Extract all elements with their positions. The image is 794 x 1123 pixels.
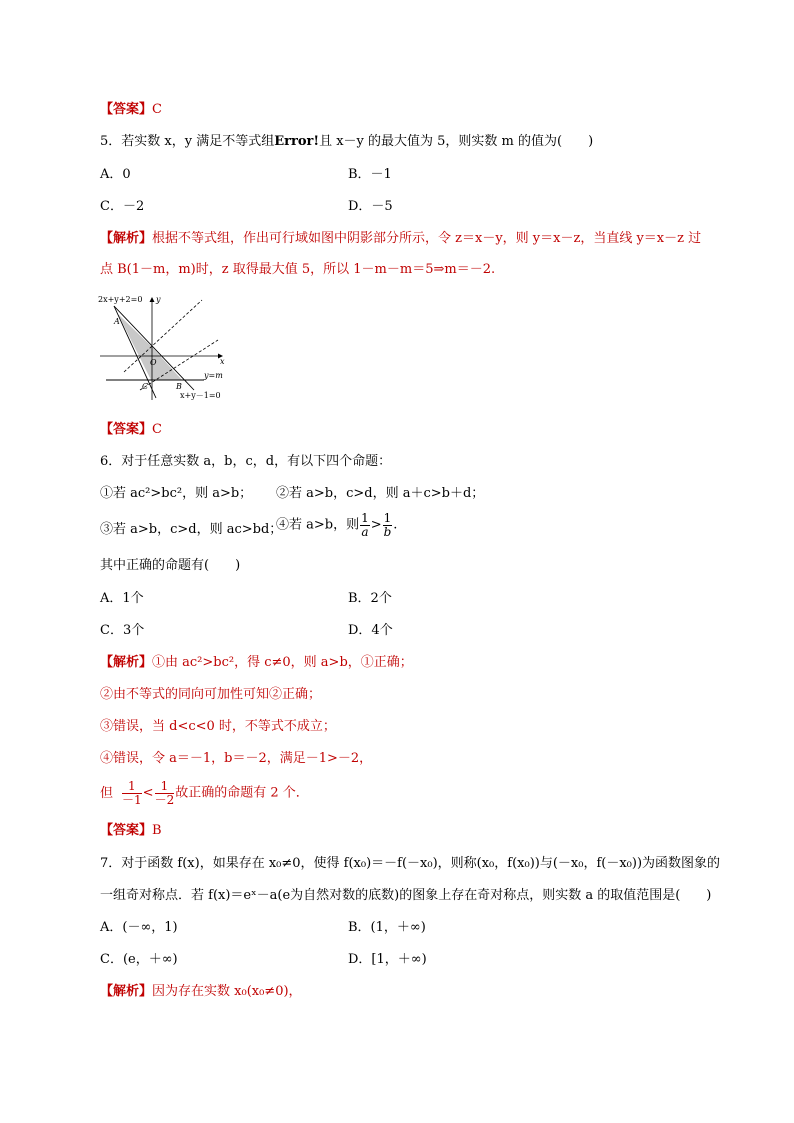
- q7-stem-line1: 7．对于函数 f(x)，如果存在 x₀≠0，使得 f(x₀)＝－f(－x₀)，则称(x₀，f(x₀))与(－x₀，f(－x₀))为函数图象的: [100, 856, 721, 871]
- q6-prop-1: ①若 ac²>bc²，则 a>b；: [100, 486, 253, 501]
- answer-label: 【答案】: [100, 823, 153, 838]
- fraction-1-over-neg2: [155, 780, 175, 807]
- label-y-m: y=m: [204, 371, 223, 380]
- q5-analysis-line1: [100, 230, 701, 248]
- frac-numerator: 1: [155, 780, 175, 794]
- q5-option-b: B．－1: [348, 167, 392, 182]
- q6-analysis-line4: ④错误，令 a＝－1，b＝－2，满足－1>－2，: [100, 751, 373, 766]
- q7-stem-line2: 一组奇对称点．若 f(x)＝eˣ－a(e为自然对数的底数)的图象上存在奇对称点，则实数 a 的取值范围是( ): [100, 888, 712, 903]
- analysis-label: 【解析】: [100, 984, 153, 999]
- q6-answer-value: B: [152, 823, 162, 838]
- label-y: y: [156, 295, 161, 304]
- label-top: 2x+y+2=0: [98, 295, 143, 304]
- q7-option-b: B．(1，＋∞): [348, 920, 426, 935]
- q6-prop4-text: ④若 a>b，则: [276, 517, 360, 533]
- q6-prop-4: [276, 512, 397, 539]
- q6-option-d: D．4个: [348, 623, 393, 638]
- q5-answer-value: C: [152, 422, 162, 437]
- q5-stem-text-2: 且 x－y 的最大值为 5，则实数 m 的值为( ): [319, 134, 594, 149]
- analysis-label: 【解析】: [100, 655, 153, 670]
- analysis-label: 【解析】: [100, 231, 153, 246]
- q5-option-a: A．0: [100, 167, 131, 182]
- q7-analysis-line1: [100, 983, 302, 1001]
- q5-stem-text: 5．若实数 x，y 满足不等式组: [100, 134, 275, 149]
- q6-prop-2: ②若 a>b，c>d，则 a＋c>b＋d；: [276, 486, 485, 501]
- q6-option-c: C．3个: [100, 623, 145, 638]
- y-axis-arrow: [150, 297, 155, 302]
- q5-analysis-line2: 点 B(1－m，m)时，z 取得最大值 5，所以 1－m－m＝5⇒m＝－2.: [100, 262, 496, 277]
- q6-analysis-text-1: ①由 ac²>bc²，得 c≠0，则 a>b，①正确；: [152, 655, 413, 670]
- q6-prop-3: ③若 a>b，c>d，则 ac>bd；: [100, 522, 283, 537]
- feasible-region-figure: [96, 292, 232, 402]
- label-x: x: [220, 357, 225, 366]
- q6-analysis5-pre: 但: [100, 785, 114, 801]
- q6-prop4-end: .: [393, 517, 398, 533]
- q5-option-d: D．－5: [348, 199, 393, 214]
- q6-analysis5-op: <: [142, 785, 154, 801]
- q7-option-d: D．[1，＋∞): [348, 952, 427, 967]
- frac-denominator: b: [383, 525, 392, 539]
- q6-option-a: A．1个: [100, 591, 144, 606]
- q6-analysis-line1: [100, 654, 413, 672]
- q5-option-c: C．－2: [100, 199, 145, 214]
- q7-option-a: A．(－∞，1): [100, 920, 178, 935]
- q6-question: 其中正确的命题有( ): [100, 558, 241, 573]
- q6-option-b: B．2个: [348, 591, 392, 606]
- fraction-1-over-neg1: [122, 780, 142, 807]
- q6-analysis-line5: [100, 780, 309, 807]
- label-c: C: [142, 382, 149, 391]
- q5-answer-block: [100, 421, 162, 439]
- answer-block-prev: [100, 101, 162, 119]
- answer-label: 【答案】: [100, 422, 153, 437]
- q5-analysis-text-1: 根据不等式组，作出可行域如图中阴影部分所示，令 z＝x－y，则 y＝x－z，当直线 y＝x－z 过: [152, 231, 702, 246]
- frac-numerator: 1: [361, 511, 369, 525]
- q6-prop4-op: >: [370, 517, 382, 533]
- answer-value: C: [152, 102, 162, 117]
- shaded-region: [118, 314, 182, 380]
- fraction-1-over-a: [360, 512, 370, 539]
- fraction-1-over-b: [383, 512, 393, 539]
- label-o: O: [150, 358, 157, 367]
- q6-stem: 6．对于任意实数 a，b，c，d，有以下四个命题：: [100, 454, 392, 469]
- frac-denominator: －1: [122, 793, 142, 807]
- frac-denominator: －2: [154, 793, 175, 807]
- q6-analysis-line2: ②由不等式的同向可加性可知②正确；: [100, 687, 322, 702]
- q7-analysis-text-1: 因为存在实数 x₀(x₀≠0)，: [152, 984, 302, 999]
- q5-stem: [100, 133, 593, 151]
- frac-denominator: a: [361, 525, 369, 539]
- frac-numerator: 1: [383, 511, 392, 525]
- frac-numerator: 1: [122, 780, 142, 794]
- answer-label: 【答案】: [100, 102, 153, 117]
- q6-analysis5-post: 故正确的命题有 2 个．: [175, 785, 309, 801]
- q6-answer-block: [100, 822, 162, 840]
- label-b: B: [176, 382, 182, 391]
- label-bottom: x+y－1=0: [180, 391, 221, 400]
- q7-option-c: C．(e，＋∞): [100, 952, 178, 967]
- q6-analysis-line3: ③错误，当 d<c<0 时，不等式不成立；: [100, 719, 336, 734]
- q5-error-text: Error!: [274, 134, 320, 149]
- label-a: A: [114, 317, 120, 326]
